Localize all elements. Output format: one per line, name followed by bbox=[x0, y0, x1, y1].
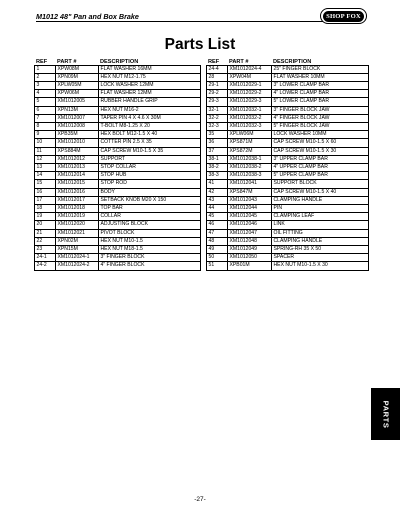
section-tab-parts bbox=[371, 388, 400, 440]
page-title: Parts List bbox=[164, 36, 236, 53]
cell-part-number: XPB01M bbox=[228, 262, 272, 270]
cell-part-number: XM1012047 bbox=[228, 229, 272, 237]
cell-description: SPRING-RH 35 X 50 bbox=[272, 245, 369, 253]
cell-part-number: XPW08M bbox=[56, 65, 99, 73]
cell-description: STOP COLLAR bbox=[99, 163, 201, 171]
cell-ref: 32-2 bbox=[207, 114, 228, 122]
table-row bbox=[207, 180, 369, 188]
cell-part-number: XM1012024-2 bbox=[56, 262, 99, 270]
table-header-row bbox=[35, 56, 201, 65]
cell-description: 4" FINGER BLOCK JAW bbox=[272, 114, 369, 122]
cell-part-number: XPS872M bbox=[228, 147, 272, 155]
table-row bbox=[35, 180, 201, 188]
cell-ref: 14 bbox=[35, 172, 56, 180]
table-row bbox=[35, 155, 201, 163]
cell-part-number: XM1012048 bbox=[228, 237, 272, 245]
table-row bbox=[207, 90, 369, 98]
cell-part-number: XM1012024-1 bbox=[56, 254, 99, 262]
column-header-part: PART # bbox=[57, 58, 77, 65]
cell-ref: 8 bbox=[35, 122, 56, 130]
table-header-row bbox=[207, 56, 369, 65]
cell-ref: 42 bbox=[207, 188, 228, 196]
table-row bbox=[35, 114, 201, 122]
header-rule bbox=[36, 21, 340, 22]
cell-description: 4" UPPER CLAMP BAR bbox=[272, 163, 369, 171]
cell-description: 4" LOWER CLAMP BAR bbox=[272, 90, 369, 98]
cell-part-number: XM1012018 bbox=[56, 204, 99, 212]
cell-ref: 43 bbox=[207, 196, 228, 204]
page-number: -27- bbox=[194, 496, 206, 503]
cell-description: LOCK WASHER 10MM bbox=[272, 131, 369, 139]
cell-part-number: XM1012008 bbox=[56, 122, 99, 130]
table-row bbox=[207, 172, 369, 180]
cell-ref: 29-2 bbox=[207, 90, 228, 98]
cell-description: OIL FITTING bbox=[272, 229, 369, 237]
cell-part-number: XPN02M bbox=[56, 237, 99, 245]
table-row bbox=[35, 139, 201, 147]
cell-description: COLLAR bbox=[99, 213, 201, 221]
cell-part-number: XM1012050 bbox=[228, 254, 272, 262]
cell-description: 3" UPPER CLAMP BAR bbox=[272, 155, 369, 163]
cell-ref: 22 bbox=[35, 237, 56, 245]
column-header-ref: REF bbox=[208, 58, 220, 65]
cell-description: CAP SCREW M10-1.5 X 30 bbox=[272, 147, 369, 155]
table-row bbox=[207, 122, 369, 130]
cell-ref: 21 bbox=[35, 229, 56, 237]
cell-description: SPACER bbox=[272, 254, 369, 262]
table-row bbox=[207, 114, 369, 122]
cell-description: FLAT WASHER 10MM bbox=[272, 73, 369, 81]
cell-ref: 29-1 bbox=[207, 81, 228, 89]
cell-description: SUPPORT bbox=[99, 155, 201, 163]
cell-part-number: XPN15M bbox=[56, 245, 99, 253]
table-row bbox=[207, 204, 369, 212]
table-row bbox=[35, 81, 201, 89]
cell-ref: 51 bbox=[207, 262, 228, 270]
table-row bbox=[35, 122, 201, 130]
cell-ref: 17 bbox=[35, 196, 56, 204]
table-row bbox=[35, 98, 201, 106]
cell-part-number: XPS847M bbox=[228, 188, 272, 196]
table-row bbox=[35, 106, 201, 114]
table-row bbox=[207, 237, 369, 245]
cell-part-number: XM1012045 bbox=[228, 213, 272, 221]
manual-header-title: M1012 48" Pan and Box Brake bbox=[36, 12, 139, 21]
table-row bbox=[207, 213, 369, 221]
cell-part-number: XM1012049 bbox=[228, 245, 272, 253]
table-row bbox=[35, 163, 201, 171]
cell-part-number: XM1012032-1 bbox=[228, 106, 272, 114]
cell-part-number: XPLW05M bbox=[56, 81, 99, 89]
cell-part-number: XPS871M bbox=[228, 139, 272, 147]
cell-description: 5" UPPER CLAMP BAR bbox=[272, 172, 369, 180]
section-tab-label: PARTS bbox=[381, 400, 390, 428]
table-row bbox=[35, 204, 201, 212]
table-row bbox=[207, 147, 369, 155]
cell-description: ADJUSTING BLOCK bbox=[99, 221, 201, 229]
cell-description: BODY bbox=[99, 188, 201, 196]
cell-part-number: XPLW06M bbox=[228, 131, 272, 139]
cell-ref: 49 bbox=[207, 245, 228, 253]
table-row bbox=[35, 65, 201, 73]
cell-part-number: XM1012024-4 bbox=[228, 65, 272, 73]
cell-description: LINK bbox=[272, 221, 369, 229]
cell-description: CLAMPING HANDLE bbox=[272, 196, 369, 204]
cell-part-number: XM1012010 bbox=[56, 139, 99, 147]
cell-description: COTTER PIN 2.5 X 35 bbox=[99, 139, 201, 147]
cell-ref: 38-1 bbox=[207, 155, 228, 163]
cell-description: HEX NUT M12-1.75 bbox=[99, 73, 201, 81]
cell-ref: 1 bbox=[35, 65, 56, 73]
table-row bbox=[35, 196, 201, 204]
cell-ref: 12 bbox=[35, 155, 56, 163]
cell-description: 5" LOWER CLAMP BAR bbox=[272, 98, 369, 106]
column-header-ref: REF bbox=[36, 58, 48, 65]
cell-ref: 2 bbox=[35, 73, 56, 81]
column-header-description: DESCRIPTION bbox=[100, 58, 139, 65]
cell-part-number: XM1012038-1 bbox=[228, 155, 272, 163]
cell-description: 5" FINGER BLOCK JAW bbox=[272, 122, 369, 130]
cell-ref: 9 bbox=[35, 131, 56, 139]
cell-description: TAPER PIN 4 X 4.6 X 30M bbox=[99, 114, 201, 122]
cell-ref: 13 bbox=[35, 163, 56, 171]
cell-part-number: XM1012014 bbox=[56, 172, 99, 180]
cell-ref: 50 bbox=[207, 254, 228, 262]
cell-description: CAP SCREW M10-1.5 X 60 bbox=[272, 139, 369, 147]
cell-description: 3" FINGER BLOCK JAW bbox=[272, 106, 369, 114]
cell-part-number: XM1012005 bbox=[56, 98, 99, 106]
cell-description: PIN bbox=[272, 204, 369, 212]
cell-part-number: XM1012015 bbox=[56, 180, 99, 188]
cell-ref: 37 bbox=[207, 147, 228, 155]
cell-description: 25" FINGER BLOCK bbox=[272, 65, 369, 73]
cell-ref: 16 bbox=[35, 188, 56, 196]
table-row bbox=[35, 262, 201, 270]
cell-description: HEX NUT M18-1.5 bbox=[99, 245, 201, 253]
cell-description: CLAMPING LEAF bbox=[272, 213, 369, 221]
cell-ref: 19 bbox=[35, 213, 56, 221]
cell-part-number: XM1012012 bbox=[56, 155, 99, 163]
table-row bbox=[35, 254, 201, 262]
cell-part-number: XM1012038-2 bbox=[228, 163, 272, 171]
cell-description: HEX NUT M10-1.5 bbox=[99, 237, 201, 245]
cell-part-number: XM1012029-3 bbox=[228, 98, 272, 106]
cell-description: STOP ROD bbox=[99, 180, 201, 188]
table-row bbox=[207, 163, 369, 171]
cell-part-number: XM1012032-3 bbox=[228, 122, 272, 130]
cell-description: 3" FINGER BLOCK bbox=[99, 254, 201, 262]
table-row bbox=[207, 155, 369, 163]
cell-ref: 15 bbox=[35, 180, 56, 188]
table-row bbox=[35, 172, 201, 180]
cell-ref: 48 bbox=[207, 237, 228, 245]
table-row bbox=[207, 196, 369, 204]
cell-part-number: XM1012016 bbox=[56, 188, 99, 196]
table-row bbox=[207, 65, 369, 73]
parts-table-right bbox=[206, 56, 369, 271]
cell-ref: 24-4 bbox=[207, 65, 228, 73]
table-row bbox=[207, 229, 369, 237]
shop-fox-logo bbox=[320, 8, 367, 24]
table-row bbox=[35, 229, 201, 237]
cell-part-number: XM1012043 bbox=[228, 196, 272, 204]
table-row bbox=[207, 81, 369, 89]
cell-part-number: XM1012041 bbox=[228, 180, 272, 188]
cell-ref: 4 bbox=[35, 90, 56, 98]
table-row bbox=[207, 139, 369, 147]
cell-ref: 23 bbox=[35, 245, 56, 253]
cell-part-number: XPB35M bbox=[56, 131, 99, 139]
cell-ref: 29-3 bbox=[207, 98, 228, 106]
cell-part-number: XM1012007 bbox=[56, 114, 99, 122]
cell-description: PIVOT BLOCK bbox=[99, 229, 201, 237]
cell-description: RUBBER HANDLE GRIP bbox=[99, 98, 201, 106]
cell-ref: 11 bbox=[35, 147, 56, 155]
cell-ref: 24-2 bbox=[35, 262, 56, 270]
cell-description: SUPPORT BLOCK bbox=[272, 180, 369, 188]
cell-part-number: XM1012020 bbox=[56, 221, 99, 229]
parts-table-left bbox=[34, 56, 201, 271]
table-row bbox=[35, 237, 201, 245]
cell-ref: 10 bbox=[35, 139, 56, 147]
cell-ref: 7 bbox=[35, 114, 56, 122]
cell-part-number: XM1012044 bbox=[228, 204, 272, 212]
table-row bbox=[207, 106, 369, 114]
cell-description: CAP SCREW M10-1.5 X 35 bbox=[99, 147, 201, 155]
cell-ref: 38-2 bbox=[207, 163, 228, 171]
cell-part-number: XM1012021 bbox=[56, 229, 99, 237]
table-row bbox=[35, 245, 201, 253]
cell-description: T-BOLT M8-1.25 X 20 bbox=[99, 122, 201, 130]
cell-part-number: XM1012032-2 bbox=[228, 114, 272, 122]
cell-ref: 45 bbox=[207, 213, 228, 221]
cell-description: HEX NUT M16-2 bbox=[99, 106, 201, 114]
table-row bbox=[207, 73, 369, 81]
cell-ref: 38-3 bbox=[207, 172, 228, 180]
cell-description: SETBACK KNOB M20 X 150 bbox=[99, 196, 201, 204]
cell-ref: 41 bbox=[207, 180, 228, 188]
cell-description: HEX NUT M10-1.5 X 30 bbox=[272, 262, 369, 270]
table-row bbox=[207, 188, 369, 196]
cell-ref: 28 bbox=[207, 73, 228, 81]
cell-ref: 24-1 bbox=[35, 254, 56, 262]
table-row bbox=[207, 245, 369, 253]
cell-description: FLAT WASHER 12MM bbox=[99, 90, 201, 98]
cell-description: 4" FINGER BLOCK bbox=[99, 262, 201, 270]
cell-description: FLAT WASHER 16MM bbox=[99, 65, 201, 73]
table-row bbox=[35, 213, 201, 221]
cell-ref: 6 bbox=[35, 106, 56, 114]
cell-ref: 20 bbox=[35, 221, 56, 229]
cell-ref: 47 bbox=[207, 229, 228, 237]
table-row bbox=[207, 131, 369, 139]
cell-part-number: XPN09M bbox=[56, 73, 99, 81]
column-header-part: PART # bbox=[229, 58, 249, 65]
cell-description: HEX BOLT M12-1.5 X 40 bbox=[99, 131, 201, 139]
cell-part-number: XPW04M bbox=[228, 73, 272, 81]
cell-part-number: XM1012046 bbox=[228, 221, 272, 229]
table-row bbox=[35, 73, 201, 81]
cell-description: CLAMPING HANDLE bbox=[272, 237, 369, 245]
cell-part-number: XM1012029-1 bbox=[228, 81, 272, 89]
cell-part-number: XM1012019 bbox=[56, 213, 99, 221]
table-row bbox=[35, 90, 201, 98]
cell-description: CAP SCREW M10-1.5 X 40 bbox=[272, 188, 369, 196]
table-row bbox=[207, 254, 369, 262]
table-row bbox=[35, 221, 201, 229]
table-row bbox=[35, 131, 201, 139]
cell-ref: 32-1 bbox=[207, 106, 228, 114]
cell-description: TOP BAR bbox=[99, 204, 201, 212]
cell-ref: 3 bbox=[35, 81, 56, 89]
table-row bbox=[35, 188, 201, 196]
cell-ref: 5 bbox=[35, 98, 56, 106]
cell-ref: 32-3 bbox=[207, 122, 228, 130]
table-row bbox=[207, 262, 369, 270]
cell-part-number: XPS884M bbox=[56, 147, 99, 155]
logo-text: SHOP FOX bbox=[323, 11, 364, 22]
column-header-description: DESCRIPTION bbox=[273, 58, 312, 65]
cell-part-number: XM1012029-2 bbox=[228, 90, 272, 98]
cell-ref: 35 bbox=[207, 131, 228, 139]
table-row bbox=[35, 147, 201, 155]
cell-part-number: XM1012013 bbox=[56, 163, 99, 171]
table-row bbox=[207, 221, 369, 229]
cell-ref: 46 bbox=[207, 221, 228, 229]
cell-part-number: XPN13M bbox=[56, 106, 99, 114]
cell-ref: 18 bbox=[35, 204, 56, 212]
cell-description: STOP HUB bbox=[99, 172, 201, 180]
cell-description: LOCK WASHER 12MM bbox=[99, 81, 201, 89]
cell-part-number: XPW06M bbox=[56, 90, 99, 98]
cell-ref: 36 bbox=[207, 139, 228, 147]
cell-part-number: XM1012017 bbox=[56, 196, 99, 204]
table-row bbox=[207, 98, 369, 106]
cell-description: 3" LOWER CLAMP BAR bbox=[272, 81, 369, 89]
cell-part-number: XM1012038-3 bbox=[228, 172, 272, 180]
cell-ref: 44 bbox=[207, 204, 228, 212]
